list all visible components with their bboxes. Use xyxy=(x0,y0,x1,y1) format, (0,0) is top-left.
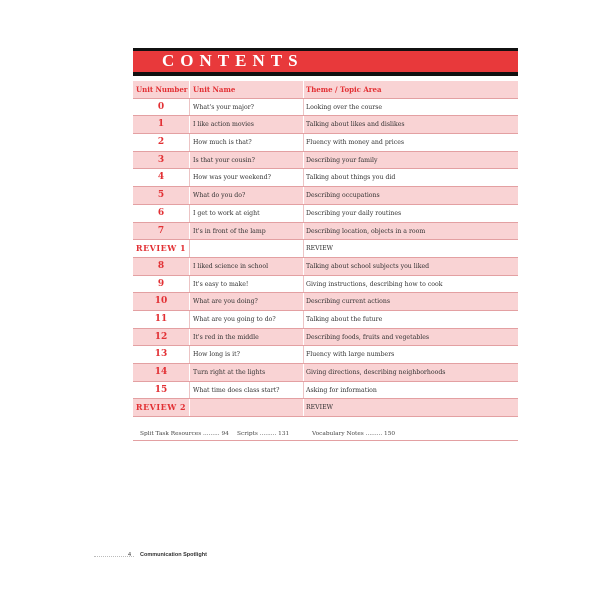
header-unit-number: Unit Number xyxy=(136,85,188,94)
column-divider xyxy=(303,223,304,240)
column-divider xyxy=(303,311,304,328)
unit-name: What are you doing? xyxy=(193,298,258,306)
unit-number: 7 xyxy=(157,225,165,236)
unit-theme: Describing your family xyxy=(306,156,378,164)
column-divider xyxy=(303,81,304,98)
unit-row xyxy=(133,134,518,152)
unit-row xyxy=(133,152,518,170)
unit-row xyxy=(133,329,518,347)
column-divider xyxy=(189,293,190,310)
unit-row xyxy=(133,293,518,311)
unit-name: What are you going to do? xyxy=(193,315,276,323)
unit-name: How long is it? xyxy=(193,351,240,359)
column-divider xyxy=(303,240,304,257)
unit-name: I liked science in school xyxy=(193,262,269,270)
unit-number: 14 xyxy=(154,367,168,377)
column-divider xyxy=(303,346,304,363)
unit-number: REVIEW 2 xyxy=(135,402,187,413)
unit-theme: REVIEW xyxy=(306,245,333,253)
unit-number: 0 xyxy=(157,101,165,112)
column-divider xyxy=(303,258,304,275)
unit-theme: Describing foods, fruits and vegetables xyxy=(306,333,430,341)
column-divider xyxy=(303,329,304,346)
table-header-row xyxy=(133,81,518,99)
unit-theme: Describing current actions xyxy=(306,298,391,306)
unit-theme: Fluency with large numbers xyxy=(306,351,395,359)
unit-theme: Looking over the course xyxy=(306,103,383,111)
column-divider xyxy=(189,399,190,416)
unit-name: It's red in the middle xyxy=(193,333,259,341)
unit-number: 5 xyxy=(157,190,165,201)
header-theme: Theme / Topic Area xyxy=(306,85,382,94)
unit-row xyxy=(133,276,518,294)
unit-name: What do you do? xyxy=(193,192,246,200)
unit-name: It's easy to make! xyxy=(193,280,249,288)
column-divider xyxy=(303,99,304,116)
unit-number: 9 xyxy=(157,278,165,289)
unit-theme: Talking about things you did xyxy=(306,174,396,182)
unit-row xyxy=(133,187,518,205)
column-divider xyxy=(303,382,304,399)
unit-theme: Describing your daily routines xyxy=(306,209,402,217)
unit-number: REVIEW 1 xyxy=(135,243,187,254)
column-divider xyxy=(189,134,190,151)
unit-row xyxy=(133,311,518,329)
unit-row xyxy=(133,382,518,400)
column-divider xyxy=(189,205,190,222)
column-divider xyxy=(189,240,190,257)
unit-name: What time does class start? xyxy=(193,386,280,394)
unit-row xyxy=(133,223,518,241)
column-divider xyxy=(303,399,304,416)
unit-row xyxy=(133,99,518,117)
page-title: CONTENTS xyxy=(162,51,304,70)
column-divider xyxy=(303,152,304,169)
unit-theme: Talking about the future xyxy=(306,315,383,323)
column-divider xyxy=(303,116,304,133)
column-divider xyxy=(189,223,190,240)
unit-name: I like action movies xyxy=(193,121,254,129)
column-divider xyxy=(189,116,190,133)
column-divider xyxy=(303,187,304,204)
page-number: 4 xyxy=(128,552,132,558)
column-divider xyxy=(189,311,190,328)
unit-name: What's your major? xyxy=(193,103,254,111)
column-divider xyxy=(303,293,304,310)
column-divider xyxy=(189,258,190,275)
column-divider xyxy=(189,276,190,293)
column-divider xyxy=(189,329,190,346)
unit-theme: Fluency with money and prices xyxy=(306,139,405,147)
vocabulary-notes: Vocabulary Notes ......... 150 xyxy=(312,431,396,437)
unit-name: It's in front of the lamp xyxy=(193,227,266,235)
unit-theme: Describing occupations xyxy=(306,192,380,200)
unit-theme: Asking for information xyxy=(306,386,377,394)
unit-row xyxy=(133,169,518,187)
unit-number: 6 xyxy=(157,207,165,218)
unit-number: 12 xyxy=(154,331,168,342)
unit-row xyxy=(133,205,518,223)
unit-theme: Talking about likes and dislikes xyxy=(306,121,405,129)
review-row xyxy=(133,240,518,258)
header-unit-name: Unit Name xyxy=(193,85,236,94)
split-task-resources: Split Task Resources ......... 94 xyxy=(140,431,229,437)
unit-number: 13 xyxy=(154,349,168,360)
unit-theme: Talking about school subjects you liked xyxy=(306,262,430,270)
column-divider xyxy=(303,134,304,151)
column-divider xyxy=(189,152,190,169)
column-divider xyxy=(189,364,190,381)
column-divider xyxy=(189,99,190,116)
column-divider xyxy=(189,169,190,186)
unit-number: 15 xyxy=(154,384,168,395)
unit-number: 3 xyxy=(157,154,165,165)
extras-rule xyxy=(133,440,518,441)
column-divider xyxy=(303,169,304,186)
column-divider xyxy=(303,364,304,381)
unit-row xyxy=(133,364,518,382)
unit-number: 4 xyxy=(157,172,165,183)
unit-number: 11 xyxy=(154,313,168,324)
column-divider xyxy=(189,346,190,363)
unit-theme: Giving instructions, describing how to cook xyxy=(306,280,443,288)
column-divider xyxy=(189,382,190,399)
unit-row xyxy=(133,346,518,364)
unit-name: I get to work at eight xyxy=(193,209,260,217)
unit-theme: REVIEW xyxy=(306,404,333,412)
unit-name: Turn right at the lights xyxy=(193,369,266,376)
unit-theme: Describing location, objects in a room xyxy=(306,227,426,235)
unit-number: 10 xyxy=(154,296,168,307)
unit-name: How much is that? xyxy=(193,139,252,147)
contents-table xyxy=(133,81,518,417)
header-bottom-rule xyxy=(133,72,518,76)
unit-number: 2 xyxy=(157,137,165,148)
book-title: Communication Spotlight xyxy=(140,552,207,558)
unit-row xyxy=(133,258,518,276)
unit-name: How was your weekend? xyxy=(193,174,271,182)
review-row xyxy=(133,399,518,417)
unit-name: Is that your cousin? xyxy=(193,156,255,164)
column-divider xyxy=(303,205,304,222)
unit-row xyxy=(133,116,518,134)
unit-theme: Giving directions, describing neighborhoods xyxy=(306,369,446,376)
column-divider xyxy=(303,276,304,293)
scripts-reference: Scripts ......... 131 xyxy=(237,431,290,437)
unit-number: 1 xyxy=(157,119,165,130)
unit-number: 8 xyxy=(157,260,165,271)
column-divider xyxy=(189,187,190,204)
